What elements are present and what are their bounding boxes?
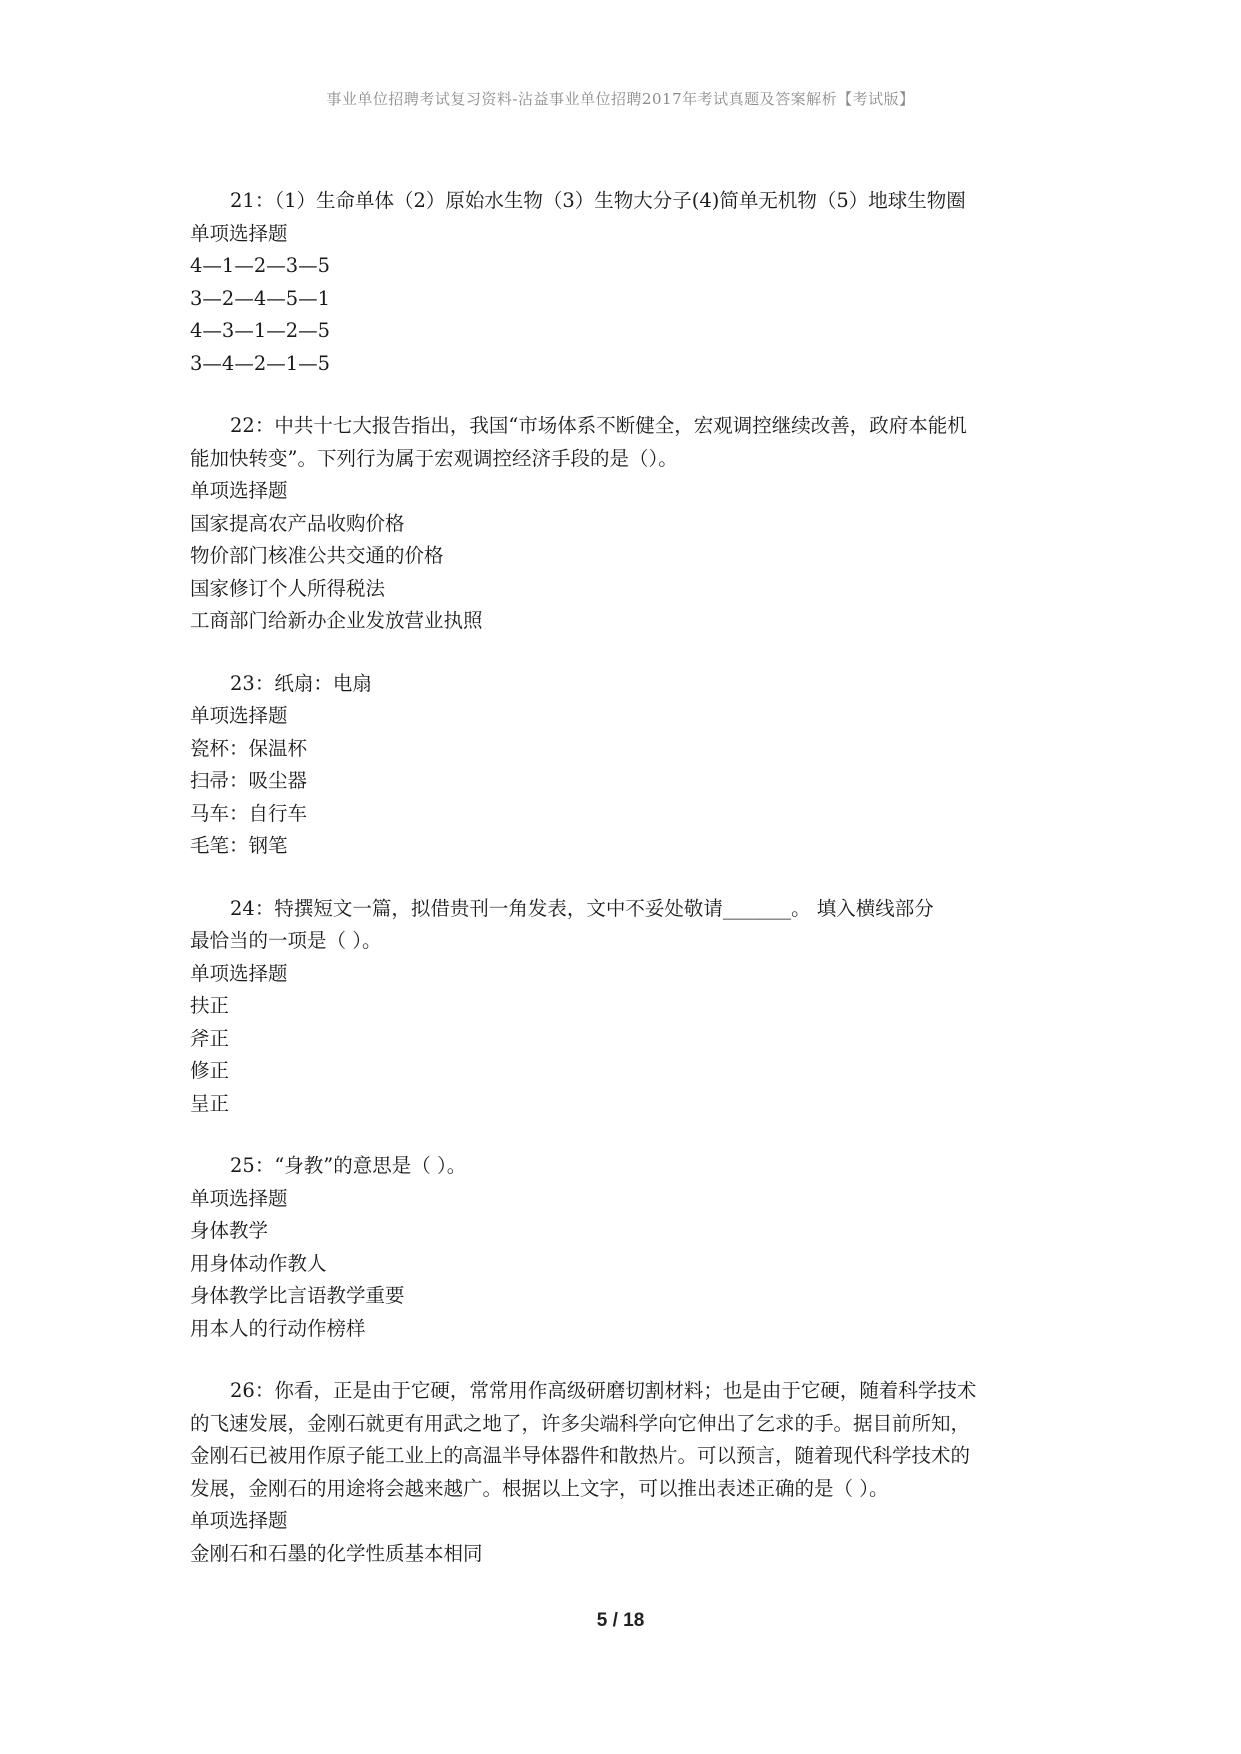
question-stem-line: 发展，金刚石的用途将会越来越广。根据以上文字，可以推出表述正确的是（ ）。	[190, 1476, 889, 1500]
answer-option: 身体教学比言语教学重要	[190, 1284, 405, 1307]
answer-option: 物价部门核准公共交通的价格	[190, 544, 444, 567]
question-stem-line: 22：中共十七大报告指出，我国“市场体系不断健全，宏观调控继续改善，政府本能机	[230, 414, 967, 437]
answer-option: 3—4—2—1—5	[190, 351, 331, 375]
question-stem	[190, 1150, 1060, 1183]
question-type: 单项选择题	[190, 961, 288, 985]
answer-option: 金刚石和石墨的化学性质基本相同	[190, 1541, 483, 1565]
answer-option: 扫帚：吸尘器	[190, 769, 308, 792]
answer-option: 用身体动作教人	[190, 1251, 327, 1275]
question-stem-line: 21：（1）生命单体（2）原始水生物（3）生物大分子(4)简单无机物（5）地球生物圈	[230, 189, 966, 212]
question-block	[190, 668, 1060, 863]
answer-option: 修正	[190, 1059, 230, 1082]
answer-option: 国家提高农产品收购价格	[190, 511, 405, 535]
question-type: 单项选择题	[190, 1509, 288, 1532]
question-block	[190, 893, 1060, 1121]
question-stem-line: 的飞速发展，金刚石就更有用武之地了，许多尖端科学向它伸出了乞求的手。据目前所知，	[190, 1411, 971, 1435]
question-type: 单项选择题	[190, 221, 288, 245]
page-number: 5 / 18	[596, 1610, 645, 1631]
answer-option: 斧正	[190, 1026, 230, 1050]
question-type: 单项选择题	[190, 479, 288, 502]
question-stem	[190, 893, 1060, 958]
answer-option: 扶正	[190, 994, 230, 1017]
question-block	[190, 1150, 1060, 1345]
question-stem-line: 25：“身教”的意思是（ ）。	[230, 1154, 467, 1177]
page-header: 事业单位招聘考试复习资料-沾益事业单位招聘2017年考试真题及答案解析【考试版】	[326, 90, 915, 108]
question-stem	[190, 1375, 1060, 1505]
question-stem-line: 24：特撰短文一篇，拟借贵刊一角发表，文中不妥处敬请_______。 填入横线部分	[230, 896, 934, 920]
question-stem-line: 能加快转变”。下列行为属于宏观调控经济手段的是（）。	[190, 446, 678, 470]
question-stem-line: 金刚石已被用作原子能工业上的高温半导体器件和散热片。可以预言，随着现代科学技术的	[190, 1444, 971, 1467]
answer-option: 国家修订个人所得税法	[190, 576, 386, 600]
question-stem	[190, 185, 1060, 218]
answer-option: 呈正	[190, 1091, 230, 1115]
question-stem-line: 26：你看，正是由于它硬，常常用作高级研磨切割材料；也是由于它硬，随着科学技术	[230, 1379, 977, 1402]
answer-option: 身体教学	[190, 1219, 269, 1242]
question-stem	[190, 668, 1060, 701]
question-type: 单项选择题	[190, 1186, 288, 1210]
question-stem-line: 最恰当的一项是（ ）。	[190, 929, 382, 952]
answer-option: 4—1—2—3—5	[190, 254, 331, 277]
question-stem	[190, 410, 1060, 475]
answer-option: 工商部门给新办企业发放营业执照	[190, 609, 483, 632]
question-type: 单项选择题	[190, 704, 288, 727]
question-block	[190, 1375, 1060, 1570]
answer-option: 马车：自行车	[190, 801, 308, 825]
answer-option: 3—2—4—5—1	[190, 286, 331, 310]
answer-option: 用本人的行动作榜样	[190, 1316, 366, 1340]
question-stem-line: 23：纸扇：电扇	[230, 671, 372, 695]
answer-option: 毛笔：钢笔	[190, 834, 288, 857]
question-list	[190, 185, 1060, 1600]
answer-option: 瓷杯：保温杯	[190, 736, 308, 760]
answer-option: 4—3—1—2—5	[190, 319, 331, 342]
question-block	[190, 185, 1060, 380]
question-block	[190, 410, 1060, 638]
